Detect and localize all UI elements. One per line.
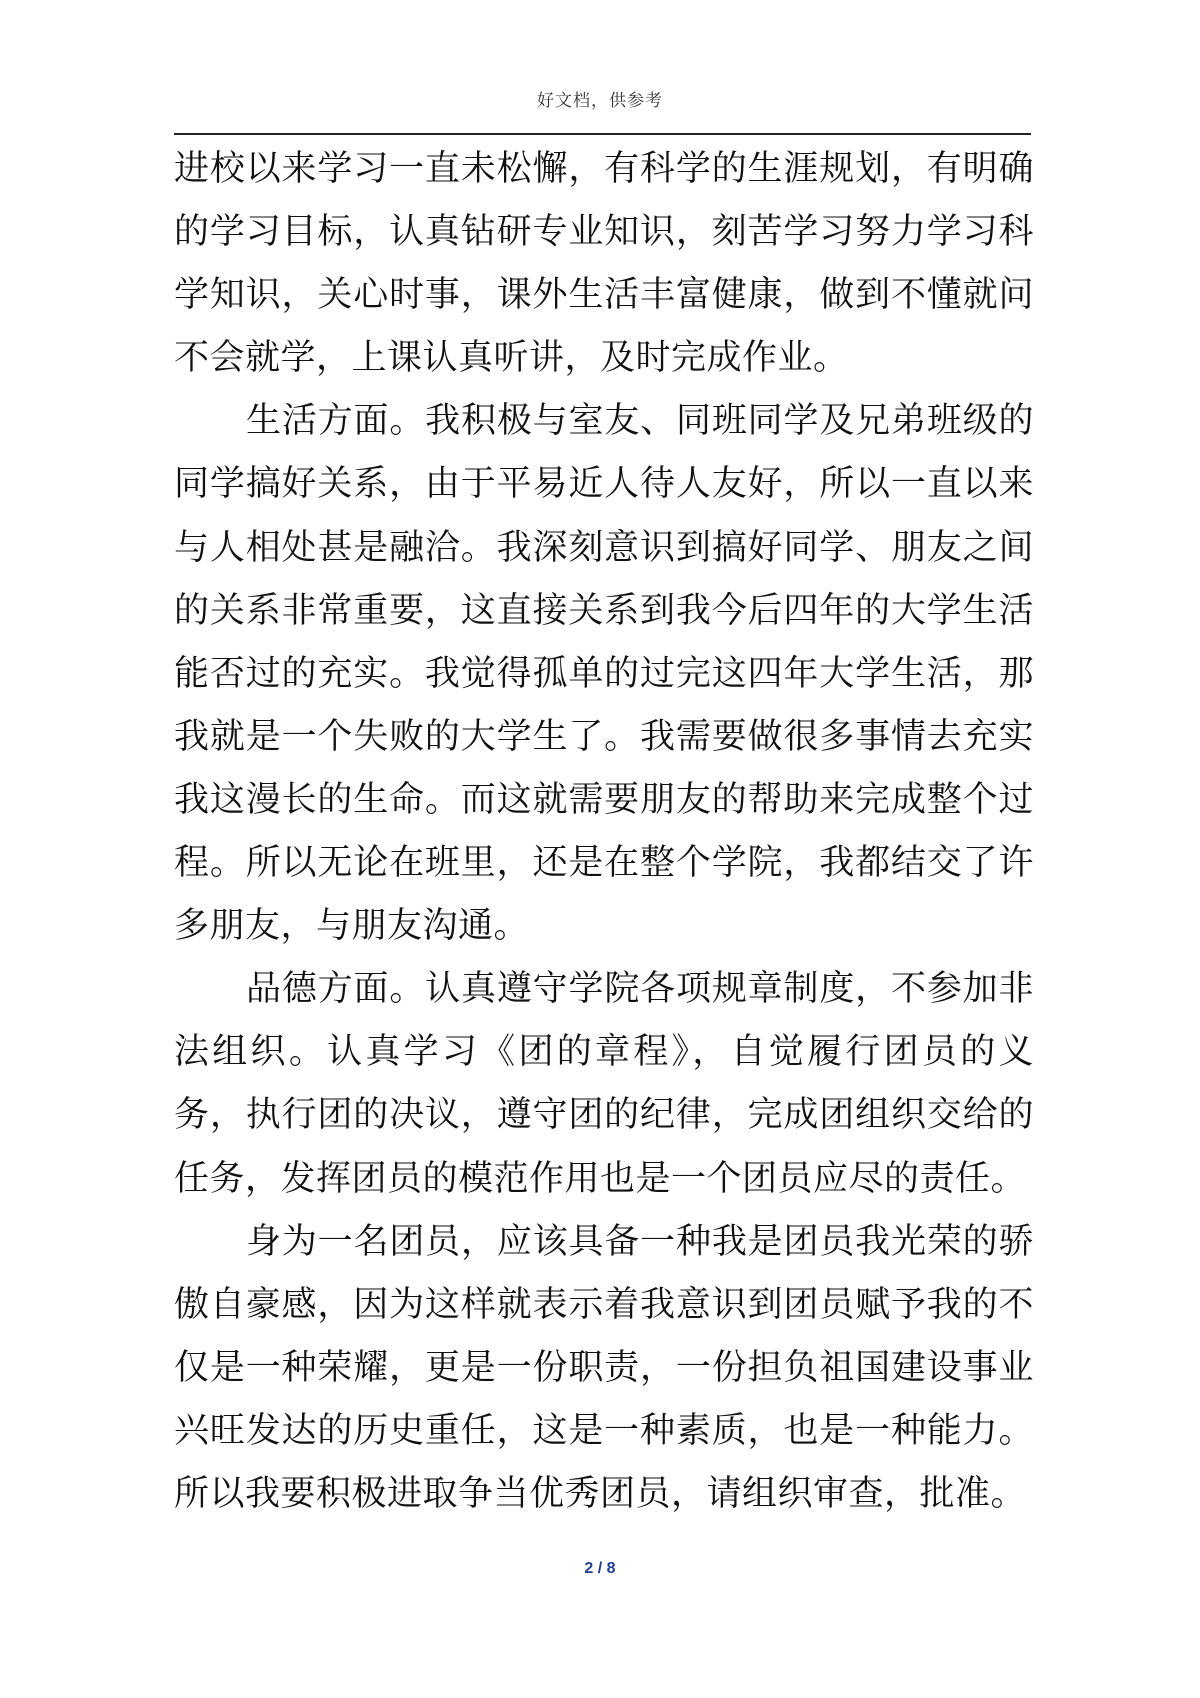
paragraph-life: 生活方面。我积极与室友、同班同学及兄弟班级的同学搞好关系，由于平易近人待人友好，所以一直以来与人相处甚是融洽。我深刻意识到搞好同学、朋友之间的关系非常重要，这直接关系到我今后四年的大学生活能否过的充实。我觉得孤单的过完这四年大学生活，那我就是一个失败的大学生了。我需要做很多事情去充实我这漫长的生命。而这就需要朋友的帮助来完成整个过程。所以无论在班里，还是在整个学院，我都结交了许多朋友，与朋友沟通。 (174, 401, 1034, 947)
header-divider (174, 133, 1031, 135)
paragraph-study: 进校以来学习一直未松懈，有科学的生涯规划，有明确的学习目标，认真钻研专业知识，刻苦学习努力学习科学知识，关心时事，课外生活丰富健康，做到不懂就问不会就学，上课认真听讲，及时完成作业。 (174, 149, 1034, 379)
page-header: 好文档，供参考 (537, 91, 663, 111)
paragraph-morality: 品德方面。认真遵守学院各项规章制度，不参加非法组织。认真学习《团的章程》，自觉履行团员的义务，执行团的决议，遵守团的纪律，完成团组织交给的任务，发挥团员的模范作用也是一个团员应尽的责任。 (174, 969, 1034, 1199)
page-number: 2 / 8 (584, 1560, 616, 1577)
document-body (174, 138, 1034, 1526)
paragraph-member-pride: 身为一名团员，应该具备一种我是团员我光荣的骄傲自豪感，因为这样就表示着我意识到团员赋予我的不仅是一种荣耀，更是一份职责，一份担负祖国建设事业兴旺发达的历史重任，这是一种素质，也是一种能力。所以我要积极进取争当优秀团员，请组织审查，批准。 (174, 1221, 1034, 1514)
